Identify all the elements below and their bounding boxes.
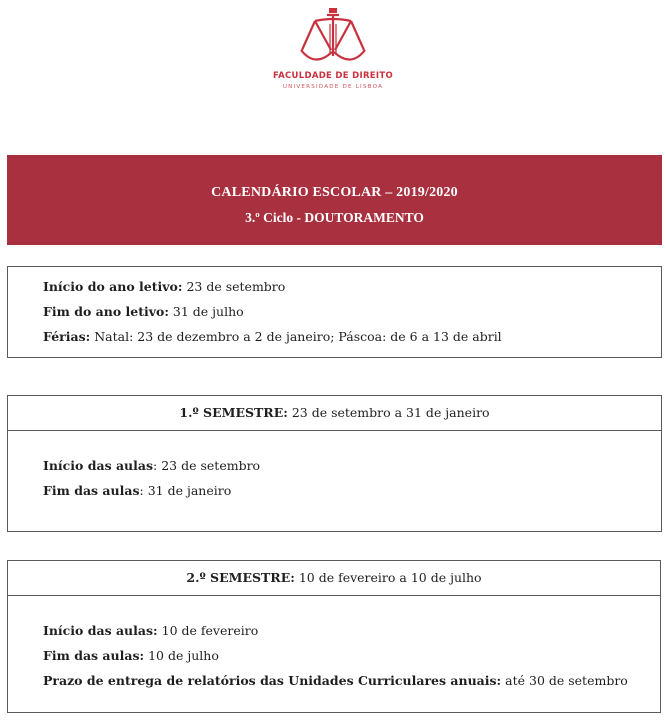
semester-2-box	[7, 560, 661, 713]
item-value: 10 de fevereiro	[157, 623, 259, 638]
item-label: Início do ano letivo:	[43, 279, 183, 294]
item-value: até 30 de setembro	[501, 673, 628, 688]
general-dates-box	[7, 266, 662, 358]
faculty-logo	[268, 4, 398, 100]
item-label: Prazo de entrega de relatórios das Unidades Curriculares anuais:	[43, 673, 502, 688]
item-label: Fim do ano letivo:	[43, 304, 169, 319]
heading-label: 2.º SEMESTRE:	[186, 570, 295, 585]
item-value: 31 de julho	[168, 304, 244, 319]
semester-2-heading	[8, 561, 660, 596]
calendar-subtitle: 3.º Ciclo - DOUTORAMENTO	[245, 210, 424, 225]
classes-end	[43, 648, 219, 663]
title-banner	[7, 155, 662, 245]
item-value: Natal: 23 de dezembro a 2 de janeiro; Páscoa: de 6 a 13 de abril	[90, 329, 502, 344]
logo-university-name: UNIVERSIDADE DE LISBOA	[282, 84, 384, 90]
item-value: 23 de setembro	[182, 279, 286, 294]
classes-start	[43, 458, 260, 473]
heading-value: 10 de fevereiro a 10 de julho	[294, 570, 482, 585]
item-value: 10 de julho	[144, 648, 219, 663]
holidays	[43, 329, 502, 344]
item-label: Fim das aulas:	[43, 648, 145, 663]
scales-of-justice-icon	[293, 4, 373, 68]
school-year-end	[43, 304, 244, 319]
classes-end	[43, 483, 231, 498]
heading-label: 1.º SEMESTRE:	[179, 405, 288, 420]
school-year-start	[43, 279, 285, 294]
item-label: Fim das aulas	[43, 483, 140, 498]
item-value: : 31 de janeiro	[139, 483, 232, 498]
item-value: : 23 de setembro	[153, 458, 261, 473]
calendar-title: CALENDÁRIO ESCOLAR – 2019/2020	[211, 185, 458, 200]
report-deadline	[43, 673, 628, 688]
semester-1-box	[7, 395, 662, 532]
item-label: Início das aulas	[43, 458, 154, 473]
heading-value: 23 de setembro a 31 de janeiro	[287, 405, 490, 420]
logo-faculty-name: FACULDADE DE DIREITO	[273, 71, 393, 81]
classes-start	[43, 623, 258, 638]
semester-1-heading	[8, 396, 661, 431]
item-label: Férias:	[43, 329, 91, 344]
item-label: Início das aulas:	[43, 623, 158, 638]
